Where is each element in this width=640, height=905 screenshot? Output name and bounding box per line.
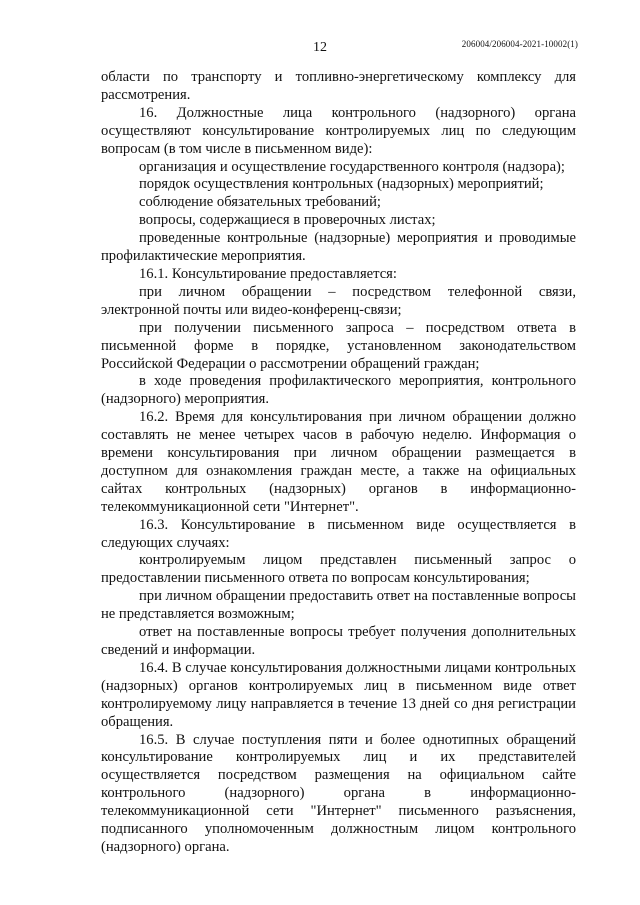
paragraph: ответ на поставленные вопросы требует получения дополнительных сведений и информации. (101, 624, 576, 658)
paragraph: 16.1. Консультирование предоставляется: (139, 265, 397, 282)
paragraph: при личном обращении – посредством телефонной связи, электронной почты или видео-конференц-связи; (101, 283, 576, 318)
paragraph: контролируемым лицом представлен письменный запрос о предоставлении письменного ответа по вопросам консультирования; (101, 552, 576, 587)
paragraph: области по транспорту и топливно-энергетическому комплексу для рассмотрения. (101, 69, 576, 103)
document-body (101, 69, 576, 857)
paragraph: в ходе проведения профилактического мероприятия, контрольного (надзорного) мероприятия. (101, 373, 576, 408)
paragraph: соблюдение обязательных требований; (139, 194, 381, 211)
paragraph: при получении письменного запроса – посредством ответа в письменной форме в порядке, установленном законодательством Российской Федерации о рассмотрении обращений граждан; (101, 319, 576, 372)
paragraph: вопросы, содержащиеся в проверочных листах; (139, 212, 436, 229)
paragraph: 16.2. Время для консультирования при личном обращении должно составлять не менее четырех часов в рабочую неделю. Информация о времени консультирования при личном обращении размещается в доступном для ознакомления граждан месте, а также на официальных сайтах контрольных (надзорных) органов в информационно-телекоммуникационной сети "Интернет". (101, 409, 576, 515)
paragraph: организация и осуществление государственного контроля (надзора); (139, 158, 565, 175)
page-number: 12 (313, 40, 327, 55)
paragraph: 16.4. В случае консультирования должностными лицами контрольных (надзорных) органов контролируемых лиц в письменном виде ответ контролируемому лицу направляется в течение 13 дней со дня регистрации обращения. (101, 659, 576, 730)
paragraph: 16. Должностные лица контрольного (надзорного) органа осуществляют консультирование контролируемых лиц по следующим вопросам (в том числе в письменном виде): (101, 104, 576, 157)
document-code: 206004/206004-2021-10002(1) (461, 39, 578, 49)
paragraph: 16.5. В случае поступления пяти и более однотипных обращений консультирование контролируемых лиц и их представителей осуществляется посредством размещения на официальном сайте контрольного (надзорного) органа в информационно-телекоммуникационной сети "Интернет" письменного разъяснения, подписанного уполномоченным должностным лицом контрольного (надзорного) органа. (101, 731, 576, 855)
paragraph: порядок осуществления контрольных (надзорных) мероприятий; (139, 176, 544, 193)
paragraph: при личном обращении предоставить ответ на поставленные вопросы не представляется возможным; (101, 588, 576, 623)
paragraph: 16.3. Консультирование в письменном виде осуществляется в следующих случаях: (101, 516, 576, 551)
paragraph: проведенные контрольные (надзорные) мероприятия и проводимые профилактические мероприятия. (101, 230, 576, 265)
